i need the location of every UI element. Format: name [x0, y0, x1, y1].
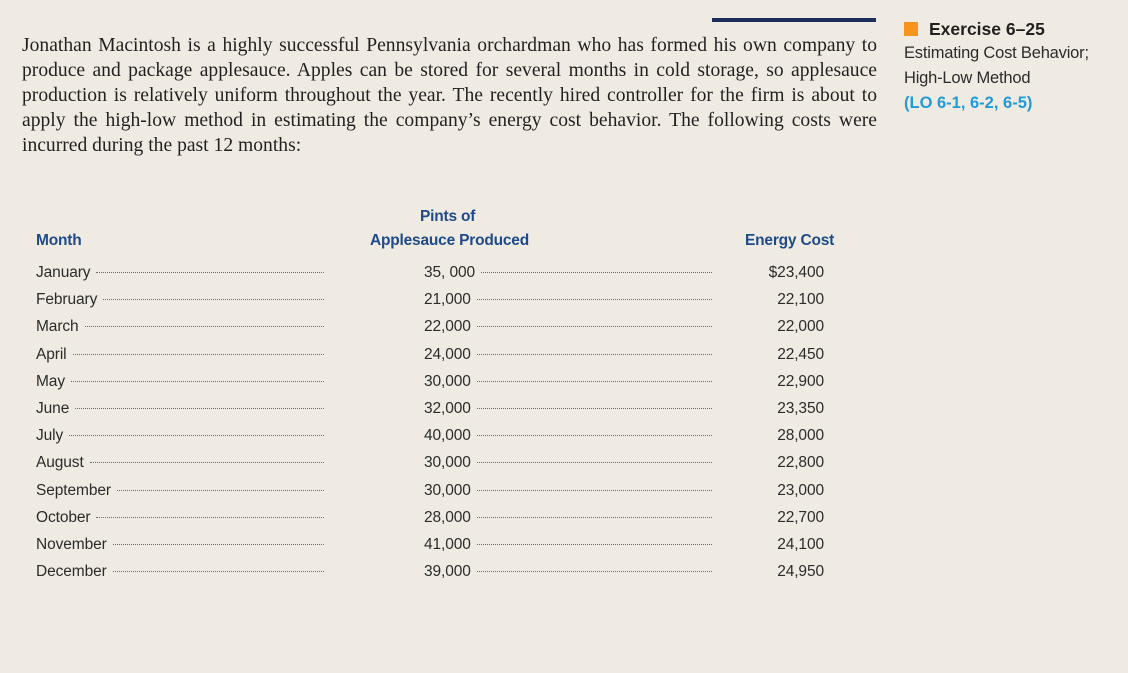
- dot-leader: [477, 517, 712, 518]
- month-label: October: [36, 508, 91, 526]
- pints-cell: [424, 373, 712, 391]
- dot-leader: [71, 381, 324, 382]
- energy-cost-value: 22,100: [777, 291, 824, 309]
- table-row: [0, 318, 1128, 345]
- pints-value: 32,000: [424, 400, 471, 417]
- dot-leader: [477, 408, 712, 409]
- energy-cost-value: $23,400: [768, 264, 824, 281]
- dot-leader: [477, 462, 712, 463]
- header-pints-line2: Applesauce Produced: [370, 232, 529, 249]
- pints-cell: [424, 291, 712, 309]
- pints-cell: [424, 318, 712, 336]
- dot-leader: [117, 490, 324, 491]
- dot-leader: [96, 517, 324, 518]
- energy-cost-value: 22,900: [777, 372, 824, 390]
- pints-cell: [424, 346, 712, 364]
- pints-cell: [424, 400, 712, 418]
- pints-value: 30,000: [424, 454, 471, 472]
- month-cell: [36, 264, 324, 282]
- month-label: August: [36, 454, 84, 472]
- exercise-subtitle-1: Estimating Cost Behavior;: [904, 44, 1089, 62]
- month-cell: [36, 400, 324, 418]
- pints-value: 39,000: [424, 563, 471, 581]
- energy-cost-value: 24,100: [777, 536, 824, 553]
- pints-cell: [424, 482, 712, 500]
- exercise-title: Exercise 6–25: [929, 19, 1045, 39]
- dot-leader: [477, 381, 712, 382]
- dot-leader: [477, 571, 712, 572]
- table-row: [0, 482, 1128, 509]
- month-cell: [36, 536, 324, 554]
- dot-leader: [73, 354, 324, 355]
- month-label: April: [36, 345, 67, 363]
- pints-cell: [424, 427, 712, 445]
- pints-value: 22,000: [424, 318, 471, 336]
- dot-leader: [103, 299, 324, 300]
- month-cell: [36, 563, 324, 581]
- dot-leader: [69, 435, 324, 436]
- month-cell: [36, 346, 324, 364]
- dot-leader: [477, 299, 712, 300]
- energy-cost-value: 22,000: [777, 318, 824, 336]
- month-label: December: [36, 563, 107, 581]
- pints-cell: [424, 454, 712, 472]
- square-bullet-icon: [904, 22, 918, 36]
- table-row: [0, 373, 1128, 400]
- table-row: [0, 509, 1128, 536]
- exercise-subtitle-2: High-Low Method: [904, 69, 1031, 87]
- learning-objectives: (LO 6-1, 6-2, 6-5): [904, 94, 1033, 112]
- month-cell: [36, 291, 324, 309]
- energy-cost-value: 23,350: [777, 400, 824, 417]
- dot-leader: [477, 490, 712, 491]
- table-row: [0, 400, 1128, 427]
- dot-leader: [477, 326, 712, 327]
- dot-leader: [113, 544, 324, 545]
- month-label: February: [36, 291, 98, 309]
- month-cell: [36, 482, 324, 500]
- month-label: September: [36, 481, 111, 499]
- month-cell: [36, 427, 324, 445]
- month-label: January: [36, 264, 91, 281]
- pints-value: 30,000: [424, 372, 471, 390]
- dot-leader: [75, 408, 324, 409]
- table-row: [0, 454, 1128, 481]
- month-cell: [36, 454, 324, 472]
- energy-cost-value: 28,000: [777, 427, 824, 445]
- month-label: March: [36, 318, 79, 336]
- energy-cost-value: 22,800: [777, 454, 824, 472]
- pints-value: 40,000: [424, 427, 471, 445]
- pints-cell: [424, 536, 712, 554]
- table-row: [0, 563, 1128, 590]
- energy-cost-value: 22,450: [777, 345, 824, 363]
- top-rule: [712, 18, 876, 22]
- dot-leader: [477, 435, 712, 436]
- pints-value: 24,000: [424, 345, 471, 363]
- exercise-title-line: [904, 17, 1119, 41]
- table-row: [0, 536, 1128, 563]
- energy-cost-value: 24,950: [777, 563, 824, 581]
- dot-leader: [85, 326, 324, 327]
- dot-leader: [477, 544, 712, 545]
- table-row: [0, 264, 1128, 291]
- table-row: [0, 346, 1128, 373]
- pints-cell: [424, 563, 712, 581]
- pints-value: 28,000: [424, 508, 471, 526]
- month-cell: [36, 509, 324, 527]
- header-pints-line1: Pints of: [420, 208, 476, 225]
- pints-value: 21,000: [424, 291, 471, 309]
- pints-value: 41,000: [424, 536, 471, 553]
- pints-value: 35, 000: [424, 264, 476, 281]
- table-row: [0, 291, 1128, 318]
- month-label: May: [36, 372, 65, 390]
- pints-value: 30,000: [424, 481, 471, 499]
- month-cell: [36, 373, 324, 391]
- dot-leader: [113, 571, 324, 572]
- month-cell: [36, 318, 324, 336]
- pints-cell: [424, 264, 712, 282]
- energy-cost-value: 23,000: [777, 481, 824, 499]
- dot-leader: [90, 462, 324, 463]
- header-energy-cost: Energy Cost: [745, 232, 835, 249]
- dot-leader: [477, 354, 712, 355]
- table-row: [0, 427, 1128, 454]
- month-label: June: [36, 400, 70, 417]
- energy-cost-value: 22,700: [777, 508, 824, 526]
- intro-paragraph: Jonathan Macintosh is a highly successful Pennsylvania orchardman who has formed his own company to produce and package applesauce. Apples can be stored for several months in cold storage, so applesauce production is relatively uniform throughout the year. The recently hired controller for the firm is about to apply the high-low method in estimating the company’s energy cost behavior. The following costs were incurred during the past 12 months:: [22, 35, 877, 156]
- month-label: November: [36, 536, 107, 553]
- exercise-sidebar: [904, 17, 1119, 115]
- month-label: July: [36, 427, 64, 445]
- dot-leader: [96, 272, 324, 273]
- header-month: Month: [36, 232, 82, 249]
- pints-cell: [424, 509, 712, 527]
- dot-leader: [481, 272, 712, 273]
